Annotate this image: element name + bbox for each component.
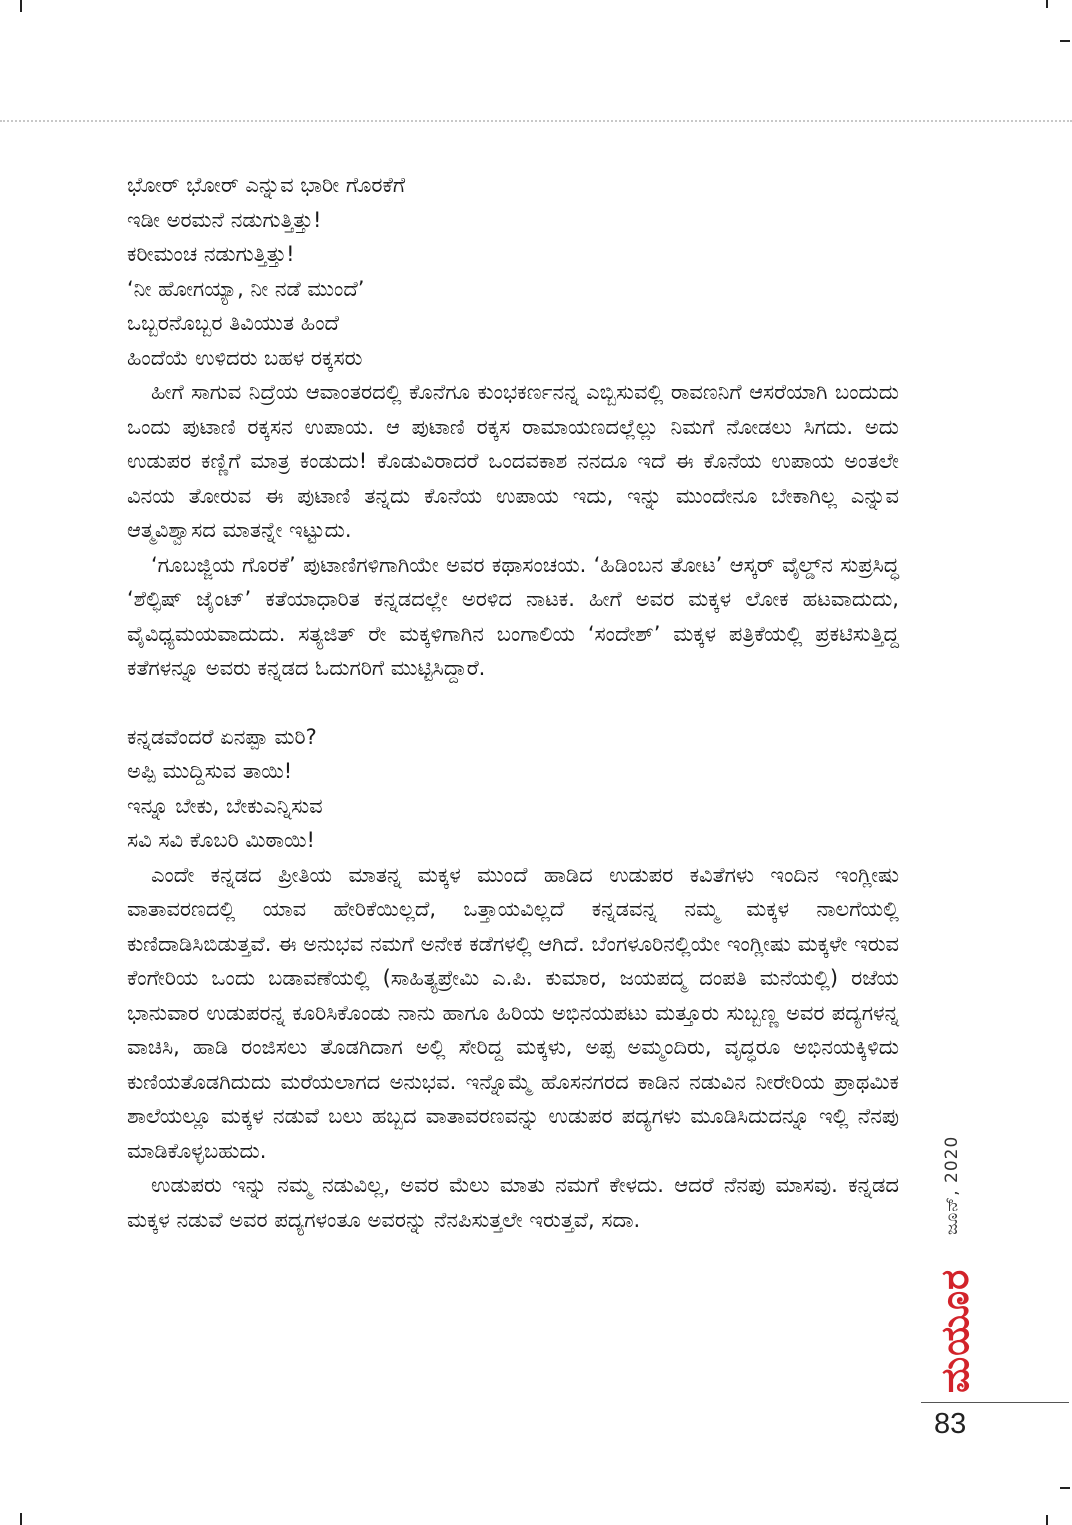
crop-mark-bottom-right [1046, 1515, 1048, 1525]
stanza-gap [127, 686, 899, 720]
body-paragraph: ಹೀಗೆ ಸಾಗುವ ನಿದ್ರೆಯ ಆವಾಂತರದಲ್ಲಿ ಕೊನೆಗೂ ಕುಂಭಕರ್ಣನನ್ನ ಎಬ್ಬಿಸುವಲ್ಲಿ ರಾವಣನಿಗೆ ಆಸರೆಯಾಗಿ ಬಂದುದು ಒಂದು ಪುಟಾಣಿ ರಕ್ಕಸನ ಉಪಾಯ. ಆ ಪುಟಾಣಿ ರಕ್ಕಸ ರಾಮಾಯಣದಲ್ಲೆಲ್ಲು ನಿಮಗೆ ನೋಡಲು ಸಿಗದು. ಅದು ಉಡುಪರ ಕಣ್ಣಿಗೆ ಮಾತ್ರ ಕಂಡುದು! ಕೊಡುವಿರಾದರೆ ಒಂದವಕಾಶ ನನದೂ ಇದೆ ಈ ಕೊನೆಯ ಉಪಾಯ ಅಂತಲೇ ವಿನಯ ತೋರುವ ಈ ಪುಟಾಣಿ ತನ್ನದು ಕೊನೆಯ ಉಪಾಯ ಇದು, ಇನ್ನು ಮುಂದೇನೂ ಬೇಕಾಗಿಲ್ಲ ಎನ್ನುವ ಆತ್ಮವಿಶ್ವಾಸದ ಮಾತನ್ನೇ ಇಟ್ಟುದು. [127, 380, 899, 542]
body-paragraph: ಎಂದೇ ಕನ್ನಡದ ಪ್ರೀತಿಯ ಮಾತನ್ನ ಮಕ್ಕಳ ಮುಂದೆ ಹಾಡಿದ ಉಡುಪರ ಕವಿತೆಗಳು ಇಂದಿನ ಇಂಗ್ಲೀಷು ವಾತಾವರಣದಲ್ಲಿ ಯಾವ ಹೇರಿಕೆಯಿಲ್ಲದೆ, ಒತ್ತಾಯವಿಲ್ಲದೆ ಕನ್ನಡವನ್ನ ನಮ್ಮ ಮಕ್ಕಳ ನಾಲಗೆಯಲ್ಲಿ ಕುಣಿದಾಡಿಸಿಬಿಡುತ್ತವೆ. ಈ ಅನುಭವ ನಮಗೆ ಅನೇಕ ಕಡೆಗಳಲ್ಲಿ ಆಗಿದೆ. ಬೆಂಗಳೂರಿನಲ್ಲಿಯೇ ಇಂಗ್ಲೀಷು ಮಕ್ಕಳೇ ಇರುವ ಕೆಂಗೇರಿಯ ಒಂದು ಬಡಾವಣೆಯಲ್ಲಿ (ಸಾಹಿತ್ಯಪ್ರೇಮಿ ಎ.ಪಿ. ಕುಮಾರ, ಜಯಪದ್ಮ ದಂಪತಿ ಮನೆಯಲ್ಲಿ) ರಜೆಯ ಭಾನುವಾರ ಉಡುಪರನ್ನ ಕೂರಿಸಿಕೊಂಡು ನಾನು ಹಾಗೂ ಹಿರಿಯ ಅಭಿನಯಪಟು ಮತ್ತೂರು ಸುಬ್ಬಣ್ಣ ಅವರ ಪದ್ಯಗಳನ್ನ ವಾಚಿಸಿ, ಹಾಡಿ ರಂಜಿಸಲು ತೊಡಗಿದಾಗ ಅಲ್ಲಿ ಸೇರಿದ್ದ ಮಕ್ಕಳು, ಅಪ್ಪ ಅಮ್ಮಂದಿರು, ವೃದ್ಧರೂ ಅಭಿನಯಕ್ಕಿಳಿದು ಕುಣಿಯತೊಡಗಿದುದು ಮರೆಯಲಾಗದ ಅನುಭವ. ಇನ್ನೊಮ್ಮೆ ಹೊಸನಗರದ ಕಾಡಿನ ನಡುವಿನ ನೀರೇರಿಯ ಪ್ರಾಥಮಿಕ ಶಾಲೆಯಲ್ಲೂ ಮಕ್ಕಳ ನಡುವೆ ಬಲು ಹಬ್ಬದ ವಾತಾವರಣವನ್ನು ಉಡುಪರ ಪದ್ಯಗಳು ಮೂಡಿಸಿದುದನ್ನೂ ಇಲ್ಲಿ ನೆನಪು ಮಾಡಿಕೊಳ್ಳಬಹುದು. [127, 862, 899, 1163]
poem-line: ಒಬ್ಬರನೊಬ್ಬರ ತಿವಿಯುತ ಹಿಂದೆ [127, 311, 339, 335]
crop-mark-top-left [20, 0, 22, 12]
issue-date: ಜೂನ್, 2020 [942, 1135, 962, 1235]
poem-line: ‘ನೀ ಹೋಗಯ್ಯಾ, ನೀ ನಡೆ ಮುಂದೆ’ [127, 276, 365, 301]
poem-line: ಇಡೀ ಅರಮನೆ ನಡುಗುತ್ತಿತ್ತು! [127, 207, 322, 232]
body-paragraph: ಉಡುಪರು ಇನ್ನು ನಮ್ಮ ನಡುವಿಲ್ಲ, ಅವರ ಮೆಲು ಮಾತು ನಮಗೆ ಕೇಳದು. ಆದರೆ ನೆನಪು ಮಾಸವು. ಕನ್ನಡದ ಮಕ್ಕಳ ನಡುವೆ ಅವರ ಪದ್ಯಗಳಂತೂ ಅವರನ್ನು ನೆನಪಿಸುತ್ತಲೇ ಇರುತ್ತವೆ, ಸದಾ. [127, 1173, 899, 1232]
poem-stanza-1 [127, 168, 899, 375]
poem-line: ಭೋರ್ ಭೋರ್ ಎನ್ನುವ ಭಾರೀ ಗೊರಕೆಗೆ [127, 173, 406, 197]
crop-mark-bottom-left [20, 1513, 22, 1525]
crop-mark-right-lower [1060, 1487, 1070, 1489]
header-dotted-rule [0, 120, 1072, 122]
poem-line: ಕನ್ನಡವೆಂದರೆ ಏನಪ್ಪಾ ಮರಿ? [127, 724, 317, 749]
crop-mark-top-right [1046, 0, 1048, 8]
poem-line: ಕರೀಮಂಚ ನಡುಗುತ್ತಿತ್ತು! [127, 242, 295, 266]
crop-mark-right-upper [1060, 40, 1070, 42]
poem-line: ಹಿಂದೆಯೆ ಉಳಿದರು ಬಹಳ ರಕ್ಕಸರು [127, 345, 363, 370]
poem-line: ಅಪ್ಪಿ ಮುದ್ದಿಸುವ ತಾಯಿ! [127, 759, 293, 783]
article-body [127, 168, 899, 1237]
body-paragraph: ‘ಗೂಬಜ್ಜಿಯ ಗೊರಕೆ’ ಪುಟಾಣಿಗಳಿಗಾಗಿಯೇ ಅವರ ಕಥಾಸಂಚಯ. ‘ಹಿಡಿಂಬನ ತೋಟ’ ಆಸ್ಕರ್ ವೈಲ್ಡ್‌ನ ಸುಪ್ರಸಿದ್ಧ ‘ಶೆಲ್ಫಿಷ್ ಜೈಂಟ್’ ಕತೆಯಾಧಾರಿತ ಕನ್ನಡದಲ್ಲೇ ಅರಳಿದ ನಾಟಕ. ಹೀಗೆ ಅವರ ಮಕ್ಕಳ ಲೋಕ ಹಟವಾದುದು, ವೈವಿಧ್ಯಮಯವಾದುದು. ಸತ್ಯಜಿತ್ ರೇ ಮಕ್ಕಳಿಗಾಗಿನ ಬಂಗಾಲಿಯ ‘ಸಂದೇಶ್’ ಮಕ್ಕಳ ಪತ್ರಿಕೆಯಲ್ಲಿ ಪ್ರಕಟಿಸುತ್ತಿದ್ದ ಕತೆಗಳನ್ನೂ ಅವರು ಕನ್ನಡದ ಓದುಗರಿಗೆ ಮುಟ್ಟಿಸಿದ್ದಾರೆ. [127, 552, 899, 680]
folio-rule [921, 1402, 1069, 1403]
poem-line: ಇನ್ನೂ ಬೇಕು, ಬೇಕುಎನ್ನಿಸುವ [127, 793, 323, 818]
magazine-name: ಮಯೂರ [933, 1268, 977, 1393]
poem-stanza-2 [127, 720, 899, 858]
poem-line: ಸವಿ ಸವಿ ಕೊಬರಿ ಮಿಠಾಯಿ! [127, 828, 315, 852]
page-number: 83 [934, 1408, 967, 1440]
